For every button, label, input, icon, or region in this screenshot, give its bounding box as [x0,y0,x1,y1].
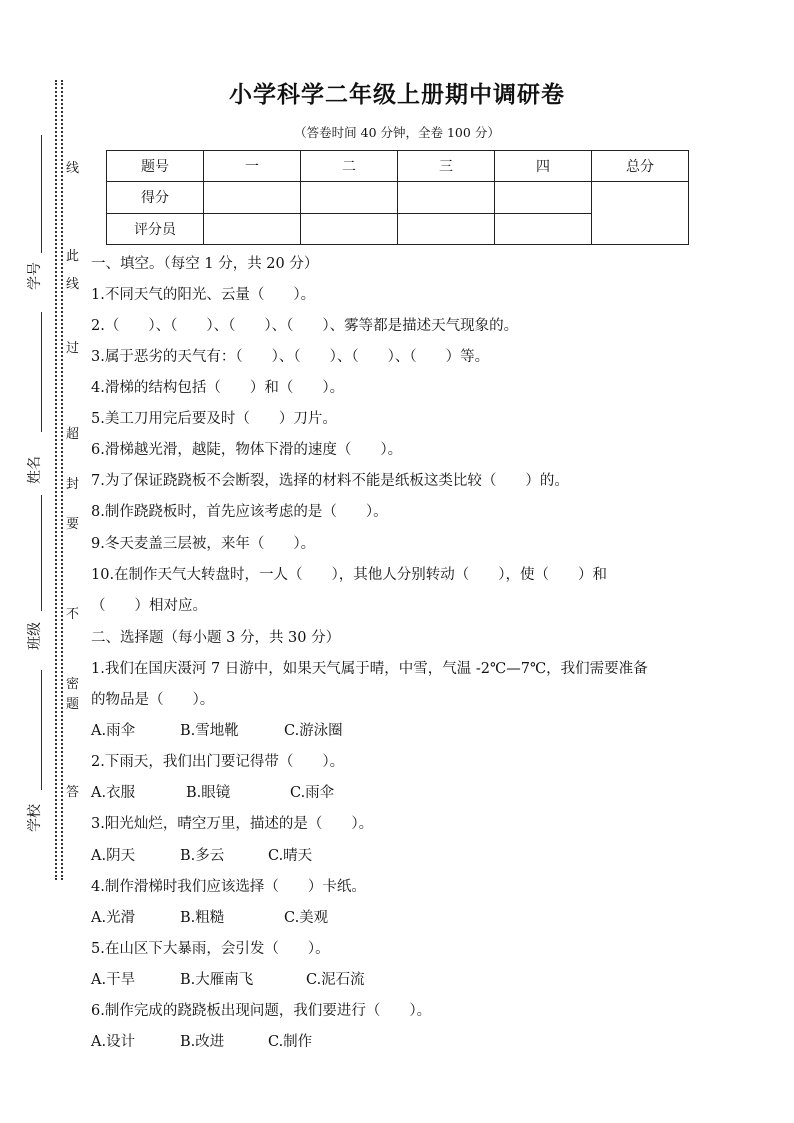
question-text: 5.美工刀用完后要及时（ ）刀片。 [91,411,337,427]
binding-char: 过 [66,341,80,356]
question-text: 5.在山区下大暴雨，会引发（ ）。 [91,941,330,957]
section-heading: 一、填空。（每空 1 分，共 20 分） [91,256,319,272]
answer-option: C.雨伞 [290,785,335,801]
page-subtitle: （答卷时间 40 分钟，全卷 100 分） [294,125,500,140]
question-text: 6.制作完成的跷跷板出现问题，我们要进行（ ）。 [91,1003,432,1019]
row-label: 得分 [107,182,204,213]
answer-option: A.干旱 [91,972,136,988]
school-label: 学校 [27,804,43,832]
page-title: 小学科学二年级上册期中调研卷 [229,82,565,108]
answer-option: A.衣服 [91,785,136,801]
student-id-label: 学号 [27,262,43,290]
score-table [106,150,689,245]
row-label: 评分员 [107,213,204,244]
answer-option: A.光滑 [91,910,136,926]
section-heading: 二、选择题（每小题 3 分，共 30 分） [91,630,341,646]
binding-char: 线 [66,277,80,292]
answer-option: B.眼镜 [186,785,231,801]
score-table-header-row [107,151,689,182]
total-score-cell[interactable] [592,182,689,245]
question-text: 7.为了保证跷跷板不会断裂，选择的材料不能是纸板这类比较（ ）的。 [91,473,569,489]
answer-option: C.制作 [268,1034,313,1050]
answer-option: C.美观 [284,910,329,926]
question-text: 4.滑梯的结构包括（ ）和（ ）。 [91,380,345,396]
grader-cell[interactable] [495,213,592,244]
answer-option: B.雪地靴 [180,723,239,739]
answer-option: C.游泳圈 [284,723,343,739]
answer-option: A.设计 [91,1034,136,1050]
grader-cell[interactable] [398,213,495,244]
question-text: （ ）相对应。 [91,598,207,614]
answer-option: B.多云 [180,848,225,864]
question-text: 3.阳光灿烂，晴空万里，描述的是（ ）。 [91,816,374,832]
dotted-line [55,80,57,880]
grader-cell[interactable] [204,213,301,244]
dotted-line [61,80,63,880]
score-cell[interactable] [301,182,398,213]
header-cell: 总分 [592,151,689,182]
answer-option: A.阴天 [91,848,136,864]
student-id-blank[interactable] [41,135,42,253]
binding-char: 不 [66,607,80,622]
answer-option: C.晴天 [268,848,313,864]
header-cell: 二 [301,151,398,182]
binding-char: 此 [66,249,80,264]
binding-margin [0,80,100,880]
class-blank[interactable] [41,495,42,611]
answer-option: B.改进 [180,1034,225,1050]
answer-option: A.雨伞 [91,723,136,739]
header-cell: 四 [495,151,592,182]
header-cell: 三 [398,151,495,182]
binding-char: 线 [66,161,80,176]
question-text: 8.制作跷跷板时，首先应该考虑的是（ ）。 [91,504,388,520]
answer-option: B.大雁南飞 [180,972,254,988]
question-text: 6.滑梯越光滑，越陡，物体下滑的速度（ ）。 [91,442,403,458]
binding-char: 要 [66,517,80,532]
question-text: 2.下雨天，我们出门要记得带（ ）。 [91,754,345,770]
question-text: 2.（ ）、（ ）、（ ）、（ ）、雾等都是描述天气现象的。 [91,318,519,334]
binding-char: 封 [66,477,80,492]
question-text: 10.在制作天气大转盘时，一人（ ），其他人分别转动（ ），使（ ）和 [91,567,608,583]
question-text: 的物品是（ ）。 [91,692,215,708]
answer-option: B.粗糙 [180,910,225,926]
binding-char: 密 [66,677,80,692]
question-text: 1.不同天气的阳光、云量（ ）。 [91,287,316,303]
school-blank[interactable] [41,670,42,790]
question-text: 4.制作滑梯时我们应该选择（ ）卡纸。 [91,879,366,895]
header-cell: 一 [204,151,301,182]
score-cell[interactable] [204,182,301,213]
grader-cell[interactable] [301,213,398,244]
answer-option: C.泥石流 [306,972,365,988]
binding-char: 超 [66,427,80,442]
question-text: 1.我们在国庆滠河 7 日游中，如果天气属于晴，中雪，气温 -2℃—7℃，我们需要准备 [91,661,648,677]
score-cell[interactable] [398,182,495,213]
class-label: 班级 [27,622,43,650]
score-cell[interactable] [495,182,592,213]
binding-char: 答 [66,785,80,800]
question-text: 3.属于恶劣的天气有：（ ）、（ ）、（ ）、（ ）等。 [91,349,490,365]
score-row [107,182,689,213]
question-text: 9.冬天麦盖三层被，来年（ ）。 [91,536,316,552]
student-name-label: 姓名 [27,456,43,484]
binding-char: 题 [66,697,80,712]
student-name-blank[interactable] [41,312,42,432]
header-cell: 题号 [107,151,204,182]
